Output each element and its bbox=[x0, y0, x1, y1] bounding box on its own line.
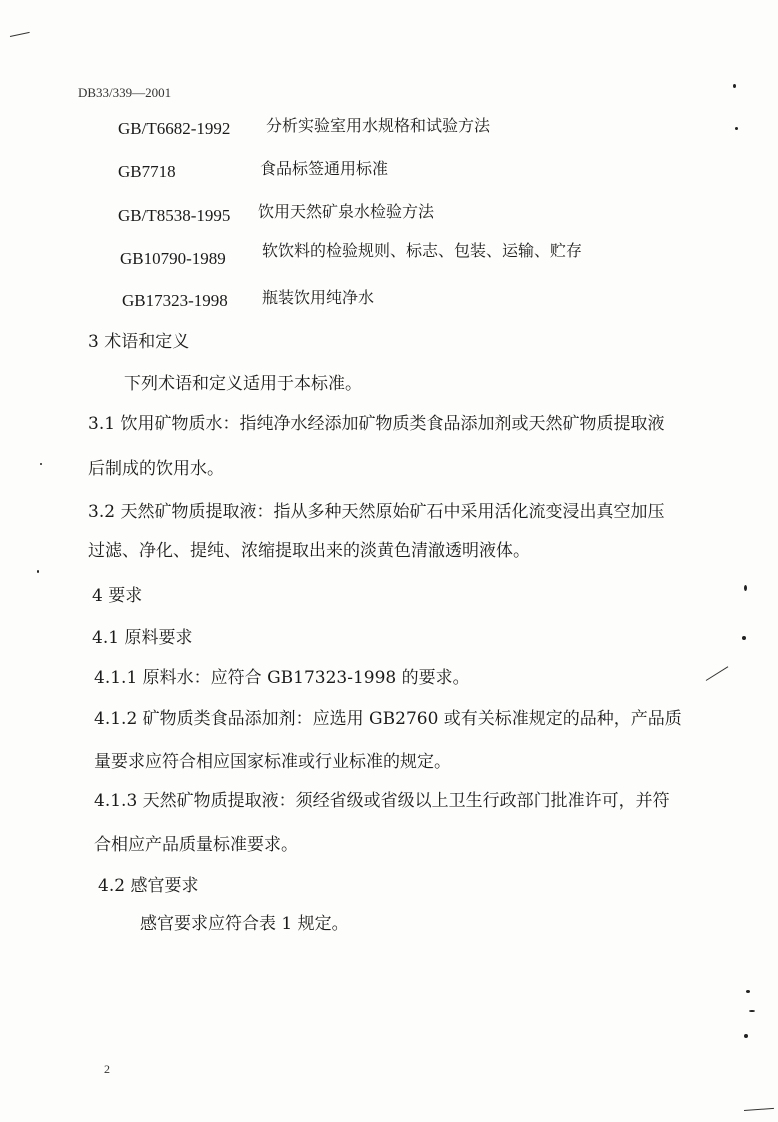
reference-code: GB17323-1998 bbox=[122, 291, 228, 310]
reference-code: GB/T6682-1992 bbox=[118, 119, 231, 138]
section-heading: 4 要求 bbox=[92, 586, 143, 606]
scan-speck bbox=[735, 127, 738, 130]
requirement-text: 合相应产品质量标准要求。 bbox=[94, 835, 298, 855]
scan-mark bbox=[10, 32, 30, 37]
scan-mark bbox=[744, 1108, 774, 1111]
scan-mark bbox=[706, 666, 729, 681]
scan-speck bbox=[746, 990, 750, 993]
scan-speck bbox=[742, 636, 746, 640]
requirement-text: 4.1.1 原料水：应符合 GB17323-1998 的要求。 bbox=[94, 668, 470, 688]
requirement-text: 感官要求应符合表 1 规定。 bbox=[140, 914, 349, 934]
requirement-text: 量要求应符合相应国家标准或行业标准的规定。 bbox=[94, 752, 451, 772]
section-heading: 3 术语和定义 bbox=[88, 332, 190, 352]
reference-title: 软饮料的检验规则、标志、包装、运输、贮存 bbox=[262, 241, 583, 260]
page-number: 2 bbox=[104, 1062, 110, 1076]
reference-code: GB/T8538-1995 bbox=[118, 206, 231, 225]
definition-text: 过滤、净化、提纯、浓缩提取出来的淡黄色清澈透明液体。 bbox=[88, 541, 530, 561]
reference-code: GB10790-1989 bbox=[120, 249, 226, 268]
scan-speck bbox=[749, 1010, 755, 1012]
reference-title: 分析实验室用水规格和试验方法 bbox=[266, 116, 491, 135]
reference-title: 瓶装饮用纯净水 bbox=[262, 288, 375, 307]
scan-speck bbox=[40, 463, 42, 465]
reference-title: 饮用天然矿泉水检验方法 bbox=[258, 202, 435, 221]
requirement-text: 4.1.2 矿物质类食品添加剂：应选用 GB2760 或有关标准规定的品种，产品质 bbox=[94, 709, 682, 729]
scan-speck bbox=[37, 570, 39, 573]
scan-speck bbox=[733, 84, 736, 88]
requirement-text: 4.1.3 天然矿物质提取液：须经省级或省级以上卫生行政部门批准许可，并符 bbox=[94, 791, 670, 811]
subsection-heading: 4.2 感官要求 bbox=[98, 876, 199, 896]
subsection-heading: 4.1 原料要求 bbox=[92, 628, 193, 648]
reference-title: 食品标签通用标准 bbox=[260, 159, 389, 178]
definition-text: 3.1 饮用矿物质水：指纯净水经添加矿物质类食品添加剂或天然矿物质提取液 bbox=[88, 414, 665, 434]
document-code: DB33/339—2001 bbox=[78, 85, 172, 100]
definition-text: 后制成的饮用水。 bbox=[88, 459, 224, 479]
reference-code: GB7718 bbox=[118, 162, 176, 181]
section-intro: 下列术语和定义适用于本标准。 bbox=[124, 374, 362, 394]
definition-text: 3.2 天然矿物质提取液：指从多种天然原始矿石中采用活化流变浸出真空加压 bbox=[88, 502, 665, 522]
scan-speck bbox=[744, 585, 747, 591]
scan-speck bbox=[744, 1034, 748, 1038]
